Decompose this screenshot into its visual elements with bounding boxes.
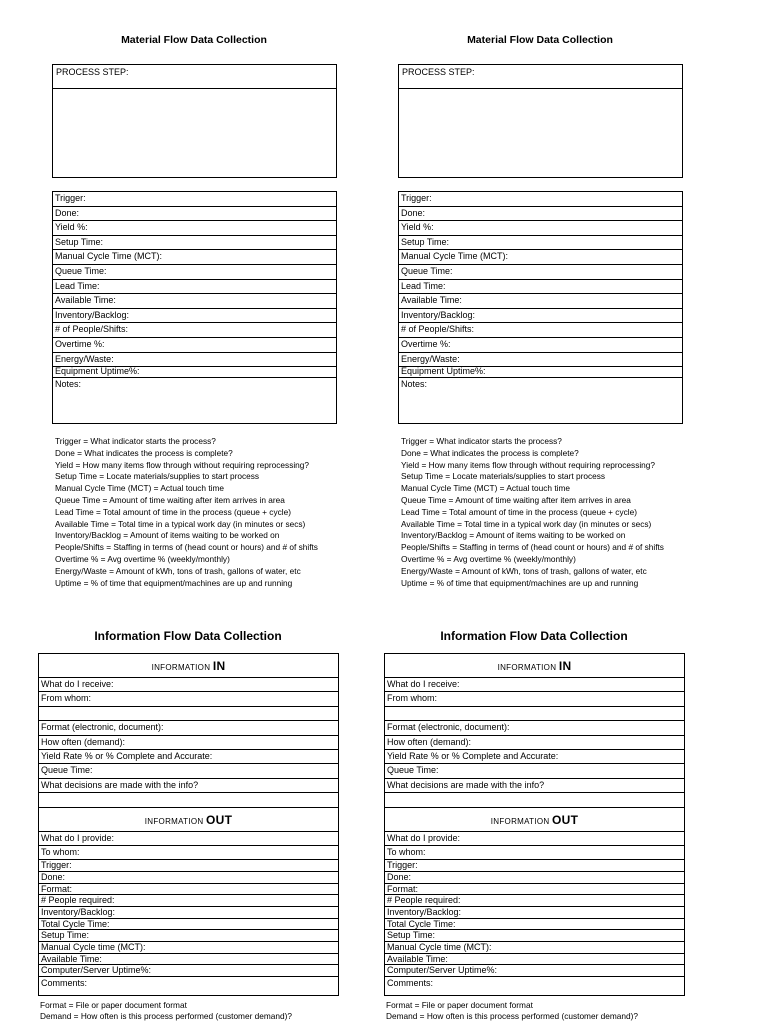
info-row: From whom: [39, 692, 338, 706]
header-prefix: INFORMATION [490, 816, 550, 826]
definition-line: Trigger = What indicator starts the process? [401, 436, 562, 446]
field-row: Yield %: [399, 221, 682, 236]
footer-notes [386, 1000, 638, 1022]
info-row: Available Time: [39, 954, 338, 966]
field-row: Inventory/Backlog: [399, 309, 682, 324]
field-row: Trigger: [399, 192, 682, 207]
notes-row: Notes: [55, 379, 82, 390]
info-row: Trigger: [385, 860, 684, 872]
header-word: IN [558, 659, 572, 673]
footer-notes [40, 1000, 292, 1022]
info-row: Inventory/Backlog: [385, 907, 684, 919]
field-row: Equipment Uptime%: [399, 367, 682, 378]
header-prefix: INFORMATION [151, 663, 211, 672]
material-flow-title: Material Flow Data Collection [121, 34, 267, 46]
definition-line: Available Time = Total time in a typical work day (in minutes or secs) [401, 518, 652, 529]
field-row: Inventory/Backlog: [53, 309, 336, 324]
info-row: What decisions are made with the info? [385, 779, 684, 793]
header-word: OUT [552, 812, 579, 827]
field-row: Available Time: [399, 294, 682, 309]
process-step-label: PROCESS STEP: [399, 65, 682, 89]
info-row: Setup Time: [39, 930, 338, 942]
info-row: Total Cycle Time: [385, 919, 684, 931]
field-row: Overtime %: [53, 338, 336, 353]
field-row: Energy/Waste: [399, 353, 682, 368]
info-row: Trigger: [39, 860, 338, 872]
definition-line: Overtime % = Avg overtime % (weekly/monthly) [401, 553, 576, 564]
field-row: Yield %: [53, 221, 336, 236]
info-row: Format: [39, 884, 338, 896]
definition-line: Lead Time = Total amount of time in the process (queue + cycle) [55, 506, 291, 517]
info-row: Format (electronic, document): [385, 721, 684, 735]
info-row [385, 707, 684, 721]
info-row: Available Time: [385, 954, 684, 966]
definition-line: Setup Time = Locate materials/supplies to start process [401, 471, 606, 482]
info-row: Yield Rate % or % Complete and Accurate: [385, 750, 684, 764]
info-row: # People required: [385, 895, 684, 907]
header-word: IN [212, 659, 226, 673]
info-row: Inventory/Backlog: [39, 907, 338, 919]
process-step-box [398, 64, 683, 178]
info-row: What do I receive: [39, 678, 338, 692]
definition-line: Manual Cycle Time (MCT) = Actual touch time [401, 483, 570, 494]
field-row: Manual Cycle Time (MCT): [53, 250, 336, 265]
definition-line: Queue Time = Amount of time waiting after item arrives in area [55, 494, 285, 505]
info-row: Setup Time: [385, 930, 684, 942]
definition-line: Done = What indicates the process is complete? [55, 447, 233, 458]
material-fields-table [398, 191, 683, 424]
definition-line: Setup Time = Locate materials/supplies to start process [55, 471, 260, 482]
comments-row: Comments: [387, 978, 434, 989]
info-row: # People required: [39, 895, 338, 907]
info-row: Yield Rate % or % Complete and Accurate: [39, 750, 338, 764]
info-row: Format (electronic, document): [39, 721, 338, 735]
info-row: How often (demand): [39, 736, 338, 750]
definition-line: Lead Time = Total amount of time in the process (queue + cycle) [401, 506, 637, 517]
info-row: To whom: [39, 846, 338, 860]
field-row: Manual Cycle Time (MCT): [399, 250, 682, 265]
field-row: Done: [399, 207, 682, 222]
definition-line: Available Time = Total time in a typical work day (in minutes or secs) [55, 518, 306, 529]
definition-line: Uptime = % of time that equipment/machines are up and running [401, 577, 639, 588]
info-row [385, 793, 684, 807]
footer-line: Demand = How often is this process performed (customer demand)? [40, 1011, 293, 1021]
definition-line: Manual Cycle Time (MCT) = Actual touch time [55, 483, 224, 494]
field-row: Done: [53, 207, 336, 222]
info-row: What decisions are made with the info? [39, 779, 338, 793]
info-row: How often (demand): [385, 736, 684, 750]
information-out-header [39, 808, 338, 832]
definition-line: Inventory/Backlog = Amount of items waiting to be worked on [55, 530, 280, 541]
header-word: OUT [206, 812, 233, 827]
field-row: Queue Time: [399, 265, 682, 280]
info-row: Manual Cycle time (MCT): [39, 942, 338, 954]
header-prefix: INFORMATION [497, 663, 557, 672]
info-row: From whom: [385, 692, 684, 706]
info-row: What do I receive: [385, 678, 684, 692]
info-row: What do I provide: [385, 832, 684, 846]
information-flow-title: Information Flow Data Collection [94, 629, 282, 643]
definitions-list [401, 436, 701, 589]
definition-line: Energy/Waste = Amount of kWh, tons of trash, gallons of water, etc [55, 565, 301, 576]
definition-line: Overtime % = Avg overtime % (weekly/monthly) [55, 553, 230, 564]
footer-line: Demand = How often is this process performed (customer demand)? [386, 1011, 639, 1021]
field-row: # of People/Shifts: [399, 323, 682, 338]
info-row: Total Cycle Time: [39, 919, 338, 931]
notes-row: Notes: [401, 379, 428, 390]
field-row: Equipment Uptime%: [53, 367, 336, 378]
definitions-list [55, 436, 355, 589]
info-row [39, 793, 338, 807]
information-table [384, 653, 685, 996]
field-row: Energy/Waste: [53, 353, 336, 368]
definition-line: Trigger = What indicator starts the process? [55, 436, 216, 446]
info-row: Queue Time: [385, 764, 684, 778]
process-step-label: PROCESS STEP: [53, 65, 336, 89]
information-in-header [385, 654, 684, 678]
information-in-header [39, 654, 338, 678]
header-prefix: INFORMATION [144, 816, 204, 826]
definition-line: Inventory/Backlog = Amount of items waiting to be worked on [401, 530, 626, 541]
info-row: To whom: [385, 846, 684, 860]
definition-line: Yield = How many items flow through without requiring reprocessing? [401, 459, 656, 470]
field-row: Trigger: [53, 192, 336, 207]
field-row: Setup Time: [53, 236, 336, 251]
material-flow-title: Material Flow Data Collection [467, 34, 613, 46]
definition-line: Done = What indicates the process is complete? [401, 447, 579, 458]
information-table [38, 653, 339, 996]
definition-line: People/Shifts = Staffing in terms of (head count or hours) and # of shifts [401, 542, 664, 553]
definition-line: Queue Time = Amount of time waiting after item arrives in area [401, 494, 631, 505]
process-step-box [52, 64, 337, 178]
info-row: Computer/Server Uptime%: [385, 965, 684, 977]
field-row: Queue Time: [53, 265, 336, 280]
comments-row: Comments: [41, 978, 88, 989]
field-row: Setup Time: [399, 236, 682, 251]
field-row: Lead Time: [53, 280, 336, 295]
field-row: Overtime %: [399, 338, 682, 353]
footer-line: Format = File or paper document format [386, 1000, 533, 1010]
info-row [39, 707, 338, 721]
info-row: Done: [385, 872, 684, 884]
info-row: Format: [385, 884, 684, 896]
information-flow-title: Information Flow Data Collection [440, 629, 628, 643]
info-row: Computer/Server Uptime%: [39, 965, 338, 977]
info-row: Done: [39, 872, 338, 884]
definition-line: Yield = How many items flow through without requiring reprocessing? [55, 459, 310, 470]
definition-line: People/Shifts = Staffing in terms of (head count or hours) and # of shifts [55, 542, 318, 553]
footer-line: Format = File or paper document format [40, 1000, 187, 1010]
definition-line: Energy/Waste = Amount of kWh, tons of trash, gallons of water, etc [401, 565, 647, 576]
info-row: Queue Time: [39, 764, 338, 778]
field-row: Available Time: [53, 294, 336, 309]
information-out-header [385, 808, 684, 832]
material-fields-table [52, 191, 337, 424]
field-row: # of People/Shifts: [53, 323, 336, 338]
field-row: Lead Time: [399, 280, 682, 295]
info-row: Manual Cycle time (MCT): [385, 942, 684, 954]
definition-line: Uptime = % of time that equipment/machines are up and running [55, 577, 293, 588]
info-row: What do I provide: [39, 832, 338, 846]
